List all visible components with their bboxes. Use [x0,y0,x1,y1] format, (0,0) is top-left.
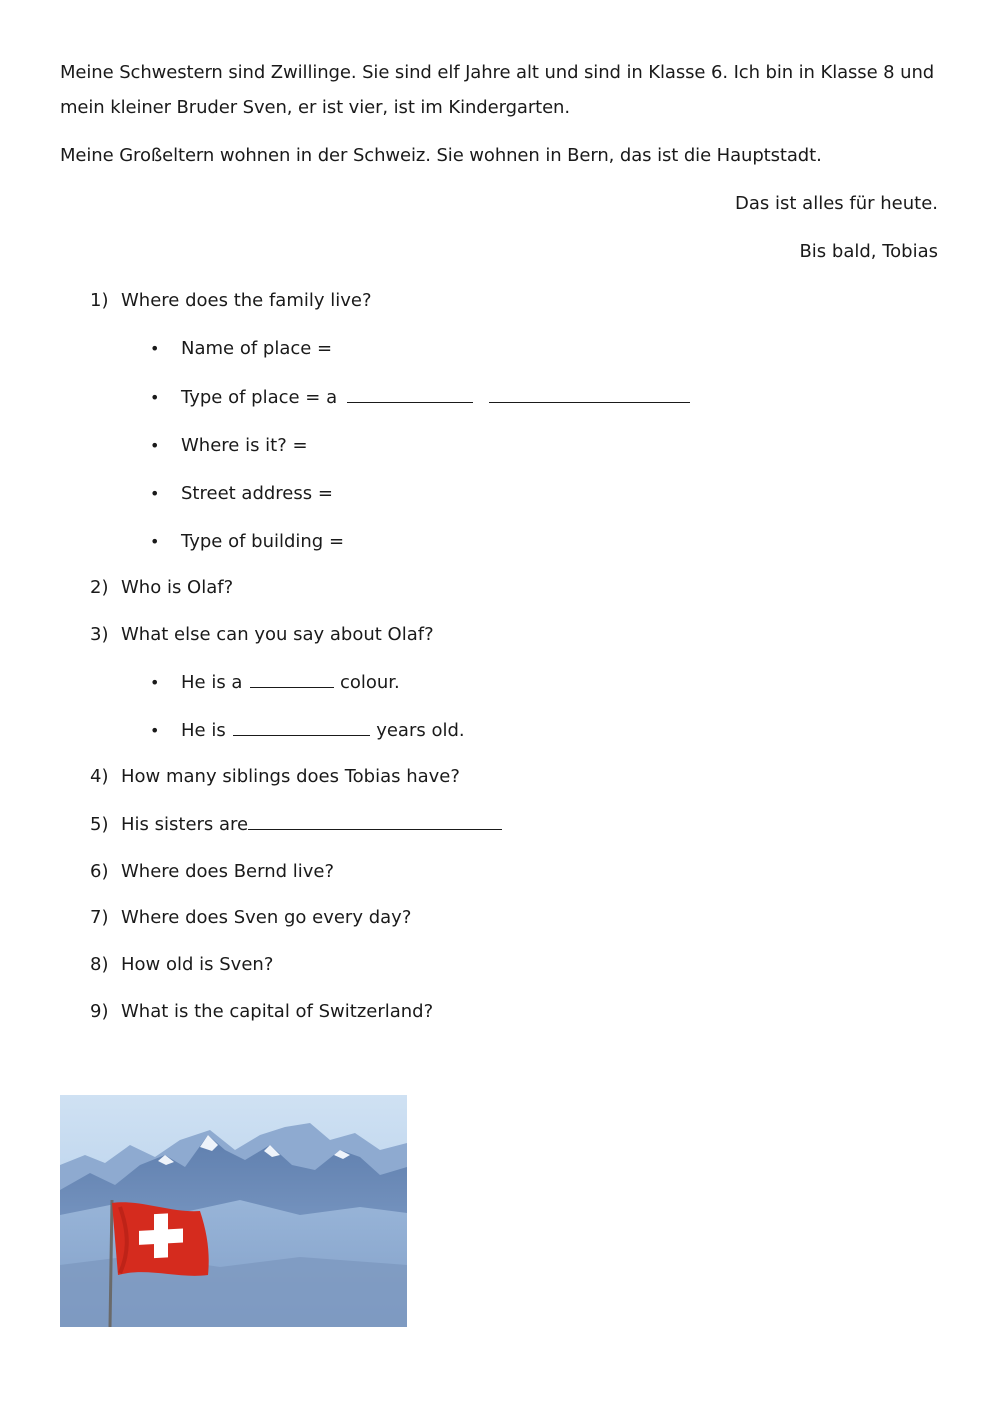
question-text: What else can you say about Olaf? [121,624,434,645]
question-4 [90,764,460,790]
bullet-where-is-it [150,433,308,459]
answer-blank[interactable] [347,386,473,403]
question-number: 9) [90,1001,109,1022]
question-8 [90,952,273,978]
bullet-olaf-colour [150,670,400,696]
question-number: 4) [90,766,109,787]
bullet-dot: • [150,673,160,692]
bullet-text: He is [181,720,226,741]
bullet-text-suffix: colour. [339,672,400,693]
letter-signoff: Bis bald, Tobias [799,241,938,262]
answer-blank[interactable] [489,386,690,403]
flag-pole [110,1200,112,1327]
question-number: 6) [90,861,109,882]
bullet-olaf-age [150,718,465,744]
bullet-text: Name of place = [181,338,333,359]
question-number: 5) [90,814,109,835]
bullet-text: Type of building = [181,531,345,552]
question-text: What is the capital of Switzerland? [121,1001,434,1022]
answer-blank[interactable] [250,671,334,688]
question-number: 8) [90,954,109,975]
swiss-flag-mountain-photo [60,1095,407,1327]
question-text: How old is Sven? [121,954,274,975]
question-number: 1) [90,290,109,311]
bullet-dot: • [150,388,160,407]
question-number: 3) [90,624,109,645]
question-text: His sisters are [121,814,249,835]
bullet-text: Street address = [181,483,333,504]
question-5 [90,812,502,838]
bullet-text-suffix: years old. [376,720,465,741]
letter-paragraph-2: Meine Großeltern wohnen in der Schweiz. Sie wohnen in Bern, das ist die Hauptstadt. [60,145,822,166]
bullet-text: Type of place = a [181,387,338,408]
question-number: 7) [90,907,109,928]
question-7 [90,905,411,931]
question-text: How many siblings does Tobias have? [121,766,460,787]
question-3 [90,622,434,648]
question-2 [90,575,233,601]
bullet-dot: • [150,532,160,551]
question-6 [90,859,334,885]
question-1 [90,288,372,314]
question-9 [90,999,433,1025]
question-text: Who is Olaf? [121,577,234,598]
bullet-text: Where is it? = [181,435,308,456]
bullet-dot: • [150,484,160,503]
question-text: Where does Bernd live? [121,861,335,882]
bullet-dot: • [150,436,160,455]
bullet-street-address [150,481,333,507]
bullet-dot: • [150,721,160,740]
bullet-dot: • [150,339,160,358]
question-number: 2) [90,577,109,598]
swiss-flag-mountain-illustration [60,1095,407,1327]
question-text: Where does Sven go every day? [121,907,412,928]
question-text: Where does the family live? [121,290,372,311]
bullet-type-of-building [150,529,344,555]
letter-paragraph-1: Meine Schwestern sind Zwillinge. Sie sind elf Jahre alt und sind in Klasse 6. Ich bin in Klasse 8 und mein kleiner Bruder Sven, er ist vier, ist im Kindergarten. [60,62,935,118]
bullet-type-of-place [150,385,690,411]
answer-blank[interactable] [233,719,370,736]
bullet-name-of-place [150,336,332,362]
letter-closing: Das ist alles für heute. [735,193,938,214]
answer-blank[interactable] [248,813,502,830]
bullet-text: He is a [181,672,243,693]
